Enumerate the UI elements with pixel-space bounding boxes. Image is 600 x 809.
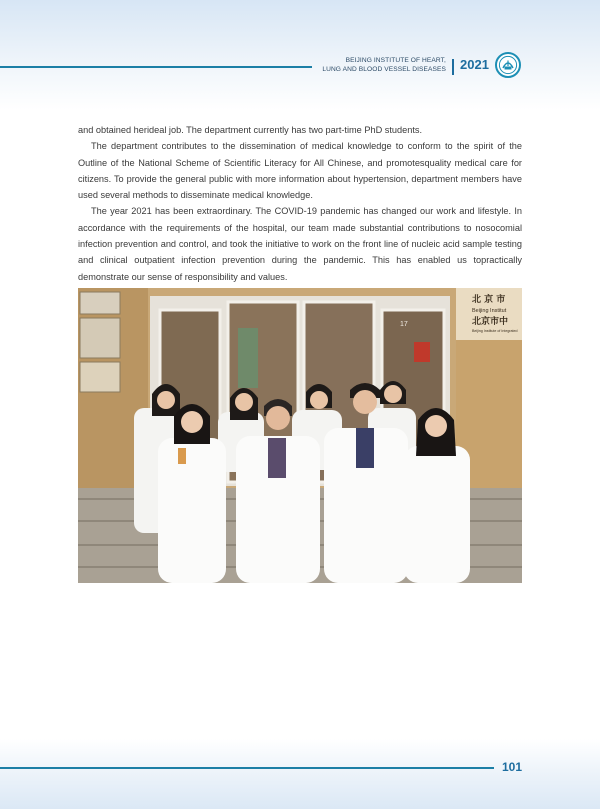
paragraph-2: The department contributes to the dissemination of medical knowledge to conform to the spirit of the Outline of the National Scheme of Scientific Literacy for All Chinese, and promotesquality medical care for citizens. To provide the general public with more information about hypertension, department members have used several methods to disseminate medical knowledge. (78, 141, 522, 201)
footer-rule (0, 767, 494, 769)
sign-text-4: Beijing Institute of Integrated (472, 329, 518, 333)
institute-name-line2: LUNG AND BLOOD VESSEL DISEASES (322, 65, 446, 73)
institute-name (318, 57, 446, 74)
institute-emblem-icon (495, 52, 521, 78)
institute-name-line1: BEIJING INSTITUTE OF HEART, (345, 57, 446, 64)
body-text (78, 122, 522, 285)
page-number: 101 (502, 760, 523, 774)
door-number: 17 (400, 321, 408, 328)
sign-text-1: 北 京 市 (472, 295, 506, 305)
team-photo (78, 288, 522, 583)
paragraph-1: and obtained herideal job. The department currently has two part-time PhD students. (78, 125, 423, 135)
sign-text-2: Beijing Institut (472, 308, 507, 314)
paragraph-3: The year 2021 has been extraordinary. The COVID-19 pandemic has changed our work and lifestyle. In accordance with the requirements of the hospital, our team made substantial contributions to nosocomial infection prevention and control, and took the initiative to work on the front line of nucleic acid sample testing and clinical outpatient infection prevention during the pandemic. This has enabled us topractically demonstrate our sense of responsibility and values. (78, 206, 522, 282)
team-photo-illustration (78, 288, 522, 583)
footer-background (0, 739, 600, 809)
header-rule (0, 66, 312, 68)
header-separator (452, 59, 454, 75)
report-year: 2021 (460, 57, 489, 72)
sign-text-3: 北京市中 (472, 317, 509, 327)
